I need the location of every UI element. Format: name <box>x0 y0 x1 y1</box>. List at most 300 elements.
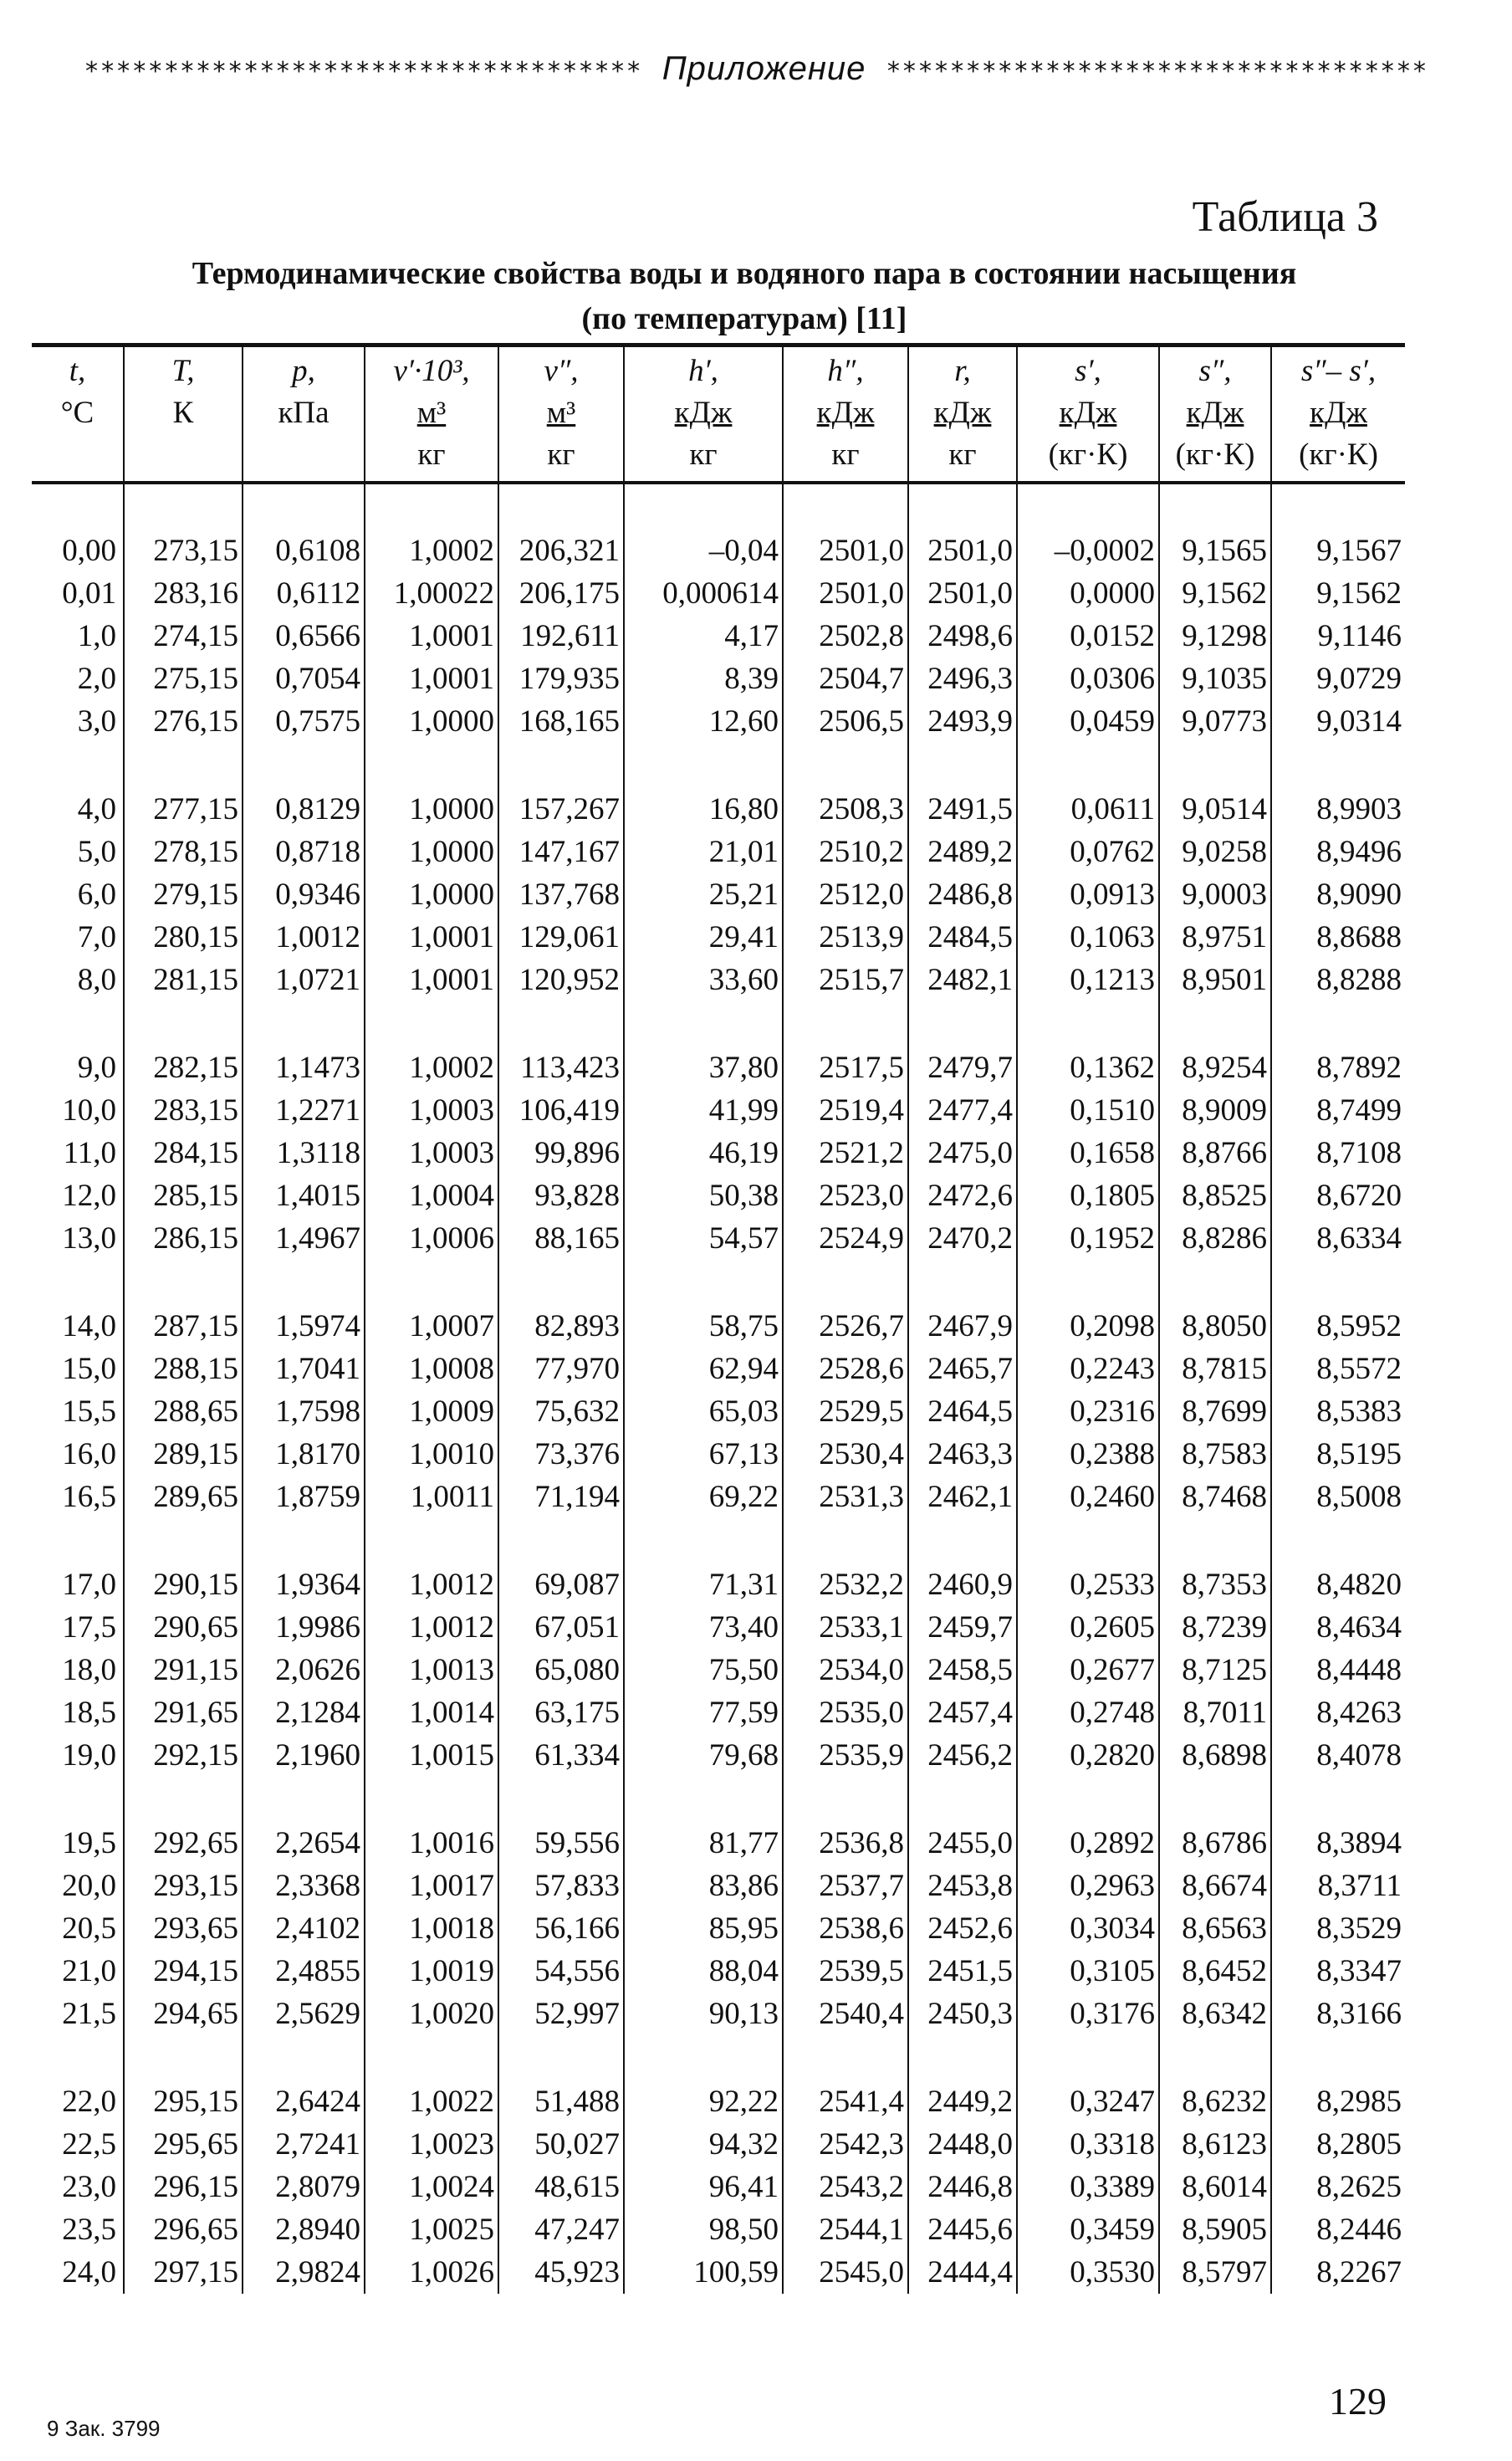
table-cell: 2498,6 <box>908 615 1017 657</box>
table-cell: 0,2388 <box>1017 1433 1159 1476</box>
table-cell: 16,80 <box>624 788 783 831</box>
table-cell: 0,8129 <box>243 788 365 831</box>
table-cell: 0,8718 <box>243 831 365 873</box>
spacer-cell <box>908 1001 1017 1046</box>
table-cell: 2463,3 <box>908 1433 1017 1476</box>
table-row <box>32 1476 1405 1518</box>
spacer-cell <box>243 1260 365 1305</box>
table-cell: 8,2985 <box>1271 2080 1405 2123</box>
spacer-cell <box>243 1001 365 1046</box>
table-cell: 2458,5 <box>908 1649 1017 1691</box>
table-cell: 281,15 <box>124 959 243 1001</box>
table-cell: 22,0 <box>62 2085 116 2119</box>
table-cell: 2477,4 <box>908 1089 1017 1132</box>
table-cell: 1,0001 <box>365 657 498 700</box>
spacer-cell <box>32 1518 124 1563</box>
table-cell: 1,9364 <box>243 1563 365 1606</box>
column-header <box>1271 345 1405 484</box>
table-row <box>32 1691 1405 1734</box>
table-cell: 1,0012 <box>365 1606 498 1649</box>
table-cell: 8,6123 <box>1159 2123 1271 2166</box>
table-cell: 0,2533 <box>1017 1563 1159 1606</box>
table-cell: 280,15 <box>124 916 243 959</box>
table-cell: 276,15 <box>124 700 243 743</box>
table-cell: 273,15 <box>124 530 243 572</box>
spacer-cell <box>498 483 624 530</box>
table-cell: 179,935 <box>498 657 624 700</box>
table-cell: 8,5952 <box>1271 1305 1405 1348</box>
table-cell: 2,2654 <box>243 1822 365 1865</box>
spacer-cell <box>624 2035 783 2080</box>
table-cell: 18,5 <box>62 1696 116 1730</box>
group-spacer-row <box>32 1260 1405 1305</box>
table-cell: 2482,1 <box>908 959 1017 1001</box>
table-cell: 19,0 <box>62 1738 116 1773</box>
table-cell: 13,0 <box>62 1221 116 1256</box>
group-spacer-row <box>32 1001 1405 1046</box>
column-header <box>124 345 243 484</box>
table-cell: 2456,2 <box>908 1734 1017 1777</box>
table-cell: 2465,7 <box>908 1348 1017 1390</box>
table-cell: 8,6674 <box>1159 1865 1271 1907</box>
spacer-cell <box>243 1777 365 1822</box>
spacer-cell <box>32 1777 124 1822</box>
table-cell: 4,0 <box>77 792 116 826</box>
table-cell: 8,4078 <box>1271 1734 1405 1777</box>
table-cell: 19,5 <box>62 1826 116 1860</box>
table-cell: 1,0000 <box>365 831 498 873</box>
table-cell: 292,65 <box>124 1822 243 1865</box>
table-cell: 99,896 <box>498 1132 624 1174</box>
table-cell: 2455,0 <box>908 1822 1017 1865</box>
table-cell: 295,65 <box>124 2123 243 2166</box>
column-header-unit-denominator: кг <box>689 437 718 472</box>
spacer-cell <box>32 1001 124 1046</box>
table-cell: 8,2805 <box>1271 2123 1405 2166</box>
table-cell: 12,60 <box>624 700 783 743</box>
column-header-unit-denominator: кг <box>831 437 860 472</box>
table-cell: 1,0 <box>77 619 116 653</box>
table-cell: 1,8170 <box>243 1433 365 1476</box>
table-cell: 0,2963 <box>1017 1865 1159 1907</box>
table-cell: 157,267 <box>498 788 624 831</box>
table-cell: 2450,3 <box>908 1993 1017 2035</box>
table-cell: 6,0 <box>77 877 116 912</box>
table-cell: 0,2892 <box>1017 1822 1159 1865</box>
table-cell: 2530,4 <box>783 1433 908 1476</box>
table-cell: 1,0007 <box>365 1305 498 1348</box>
table-cell: 0,000614 <box>624 572 783 615</box>
table-cell: 2,1284 <box>243 1691 365 1734</box>
table-cell: 23,5 <box>62 2213 116 2247</box>
table-cell: 2528,6 <box>783 1348 908 1390</box>
table-title-line1: Термодинамические свойства воды и водяного пара в состоянии насыщения <box>192 256 1297 291</box>
table-row <box>32 1606 1405 1649</box>
column-header-symbol: v″, <box>544 354 579 388</box>
table-cell: 1,0004 <box>365 1174 498 1217</box>
table-cell: 81,77 <box>624 1822 783 1865</box>
table-cell: 1,0022 <box>365 2080 498 2123</box>
spacer-cell <box>1159 2035 1271 2080</box>
table-cell: 8,6786 <box>1159 1822 1271 1865</box>
spacer-cell <box>243 1518 365 1563</box>
table-cell: 2523,0 <box>783 1174 908 1217</box>
table-cell: 98,50 <box>624 2208 783 2251</box>
table-cell: 1,0000 <box>365 700 498 743</box>
column-header-unit: кДж <box>816 396 875 430</box>
footer-note: 9 Зак. 3799 <box>47 2416 161 2441</box>
table-cell: 8,8766 <box>1159 1132 1271 1174</box>
spacer-cell <box>908 1518 1017 1563</box>
spacer-cell <box>124 2035 243 2080</box>
table-cell: 65,080 <box>498 1649 624 1691</box>
table-row <box>32 1649 1405 1691</box>
table-cell: 2462,1 <box>908 1476 1017 1518</box>
column-header-unit: кДж <box>1059 396 1117 430</box>
table-cell: 0,3105 <box>1017 1950 1159 1993</box>
table-row <box>32 788 1405 831</box>
table-cell: 0,3459 <box>1017 2208 1159 2251</box>
table-cell: 9,1567 <box>1271 530 1405 572</box>
table-cell: 21,0 <box>62 1954 116 1988</box>
table-cell: –0,04 <box>624 530 783 572</box>
table-cell: 1,4967 <box>243 1217 365 1260</box>
column-header-symbol: t, <box>69 354 86 388</box>
table-cell: 51,488 <box>498 2080 624 2123</box>
table-cell: 2,6424 <box>243 2080 365 2123</box>
spacer-cell <box>32 2035 124 2080</box>
table-cell: 2460,9 <box>908 1563 1017 1606</box>
table-cell: 8,6342 <box>1159 1993 1271 2035</box>
table-cell: 8,9090 <box>1271 873 1405 916</box>
table-cell: 2535,9 <box>783 1734 908 1777</box>
table-cell: 2502,8 <box>783 615 908 657</box>
table-cell: 2,0626 <box>243 1649 365 1691</box>
table-cell: 1,0014 <box>365 1691 498 1734</box>
table-cell: 17,5 <box>62 1610 116 1645</box>
table-cell: 2,8079 <box>243 2166 365 2208</box>
table-cell: 11,0 <box>63 1136 116 1170</box>
table-cell: 2475,0 <box>908 1132 1017 1174</box>
group-spacer-row <box>32 1777 1405 1822</box>
table-row <box>32 1822 1405 1865</box>
column-header-unit: К <box>172 396 194 430</box>
table-row <box>32 2251 1405 2294</box>
table-cell: 1,0012 <box>243 916 365 959</box>
table-cell: 206,321 <box>498 530 624 572</box>
table-row <box>32 657 1405 700</box>
table-cell: 8,4263 <box>1271 1691 1405 1734</box>
table-cell: 8,6232 <box>1159 2080 1271 2123</box>
spacer-cell <box>1017 1260 1159 1305</box>
table-cell: 8,6720 <box>1271 1174 1405 1217</box>
column-header-symbol: s″, <box>1198 354 1232 388</box>
group-spacer-row <box>32 483 1405 530</box>
table-cell: 1,0001 <box>365 916 498 959</box>
table-cell: 9,0258 <box>1159 831 1271 873</box>
table-cell: 2512,0 <box>783 873 908 916</box>
table-cell: 46,19 <box>624 1132 783 1174</box>
table-cell: 2545,0 <box>783 2251 908 2294</box>
table-cell: 2533,1 <box>783 1606 908 1649</box>
table-cell: 56,166 <box>498 1907 624 1950</box>
table-cell: 8,4820 <box>1271 1563 1405 1606</box>
table-cell: 0,2748 <box>1017 1691 1159 1734</box>
table-cell: 8,6898 <box>1159 1734 1271 1777</box>
table-cell: 9,0 <box>77 1051 116 1085</box>
table-cell: 2543,2 <box>783 2166 908 2208</box>
table-cell: 2464,5 <box>908 1390 1017 1433</box>
spacer-cell <box>32 743 124 788</box>
table-cell: 73,40 <box>624 1606 783 1649</box>
table-cell: 8,39 <box>624 657 783 700</box>
table-cell: 285,15 <box>124 1174 243 1217</box>
table-cell: 2513,9 <box>783 916 908 959</box>
table-cell: 8,6334 <box>1271 1217 1405 1260</box>
table-cell: 293,15 <box>124 1865 243 1907</box>
table-cell: 8,9496 <box>1271 831 1405 873</box>
spacer-cell <box>1159 743 1271 788</box>
table-cell: 75,632 <box>498 1390 624 1433</box>
table-cell: 1,0011 <box>365 1476 498 1518</box>
table-cell: 0,01 <box>62 576 116 611</box>
column-header <box>908 345 1017 484</box>
table-cell: 278,15 <box>124 831 243 873</box>
table-cell: 54,556 <box>498 1950 624 1993</box>
table-cell: 0,6112 <box>243 572 365 615</box>
table-cell: 77,970 <box>498 1348 624 1390</box>
table-cell: 9,0514 <box>1159 788 1271 831</box>
table-row <box>32 831 1405 873</box>
table-cell: 5,0 <box>77 835 116 869</box>
table-cell: 2506,5 <box>783 700 908 743</box>
column-header-unit: кДж <box>1186 396 1244 430</box>
table-cell: 1,0010 <box>365 1433 498 1476</box>
column-header-unit: м³ <box>546 396 576 430</box>
table-cell: 0,0459 <box>1017 700 1159 743</box>
table-cell: 2470,2 <box>908 1217 1017 1260</box>
table-cell: 8,9751 <box>1159 916 1271 959</box>
table-row <box>32 1174 1405 1217</box>
spacer-cell <box>1017 483 1159 530</box>
table-cell: 2508,3 <box>783 788 908 831</box>
table-cell: 2448,0 <box>908 2123 1017 2166</box>
table-cell: 8,9903 <box>1271 788 1405 831</box>
column-header <box>1159 345 1271 484</box>
table-cell: 8,2267 <box>1271 2251 1405 2294</box>
table-cell: 8,4448 <box>1271 1649 1405 1691</box>
table-cell: 2,8940 <box>243 2208 365 2251</box>
spacer-cell <box>498 2035 624 2080</box>
spacer-cell <box>498 743 624 788</box>
table-cell: 293,65 <box>124 1907 243 1950</box>
table-cell: 2,3368 <box>243 1865 365 1907</box>
column-header <box>624 345 783 484</box>
table-cell: 8,3894 <box>1271 1822 1405 1865</box>
table-cell: 2486,8 <box>908 873 1017 916</box>
table-cell: 0,0000 <box>1017 572 1159 615</box>
table-cell: 147,167 <box>498 831 624 873</box>
table-row <box>32 700 1405 743</box>
table-row <box>32 1390 1405 1433</box>
table-cell: 1,0000 <box>365 873 498 916</box>
table-cell: 2451,5 <box>908 1950 1017 1993</box>
table-cell: 2,7241 <box>243 2123 365 2166</box>
table-cell: 0,2243 <box>1017 1348 1159 1390</box>
table-cell: 290,15 <box>124 1563 243 1606</box>
table-cell: 8,9254 <box>1159 1046 1271 1089</box>
saturation-properties-table <box>32 343 1405 2294</box>
table-cell: 2501,0 <box>908 530 1017 572</box>
table-cell: 2534,0 <box>783 1649 908 1691</box>
table-cell: 8,7699 <box>1159 1390 1271 1433</box>
table-cell: 67,13 <box>624 1433 783 1476</box>
table-cell: 192,611 <box>498 615 624 657</box>
table-title-line2: (по температурам) [11] <box>581 301 907 336</box>
table-body <box>32 483 1405 2294</box>
table-cell: 9,0729 <box>1271 657 1405 700</box>
column-header <box>498 345 624 484</box>
table-cell: 69,22 <box>624 1476 783 1518</box>
table-cell: 10,0 <box>62 1093 116 1128</box>
table-cell: 0,0152 <box>1017 615 1159 657</box>
table-cell: 1,0001 <box>365 959 498 1001</box>
table-cell: 71,194 <box>498 1476 624 1518</box>
table-cell: 4,17 <box>624 615 783 657</box>
column-header-unit: кПа <box>278 396 329 430</box>
table-cell: 2542,3 <box>783 2123 908 2166</box>
table-cell: 8,7011 <box>1159 1691 1271 1734</box>
table-cell: 288,65 <box>124 1390 243 1433</box>
spacer-cell <box>783 1777 908 1822</box>
column-header <box>1017 345 1159 484</box>
table-cell: 274,15 <box>124 615 243 657</box>
table-cell: 1,0001 <box>365 615 498 657</box>
table-cell: 0,1805 <box>1017 1174 1159 1217</box>
table-cell: 0,3247 <box>1017 2080 1159 2123</box>
table-cell: 0,0306 <box>1017 657 1159 700</box>
table-cell: 8,8286 <box>1159 1217 1271 1260</box>
table-cell: 83,86 <box>624 1865 783 1907</box>
spacer-cell <box>908 2035 1017 2080</box>
table-cell: 2521,2 <box>783 1132 908 1174</box>
spacer-cell <box>1017 1777 1159 1822</box>
table-cell: 0,1213 <box>1017 959 1159 1001</box>
table-cell: 2541,4 <box>783 2080 908 2123</box>
running-head-stars-right: ********************************** <box>886 57 1428 86</box>
spacer-cell <box>498 1518 624 1563</box>
table-cell: 15,5 <box>62 1394 116 1429</box>
spacer-cell <box>624 1777 783 1822</box>
spacer-cell <box>124 483 243 530</box>
table-cell: 289,15 <box>124 1433 243 1476</box>
table-cell: 0,3389 <box>1017 2166 1159 2208</box>
table-cell: 8,3347 <box>1271 1950 1405 1993</box>
table-cell: 21,01 <box>624 831 783 873</box>
table-cell: 71,31 <box>624 1563 783 1606</box>
table-cell: 2453,8 <box>908 1865 1017 1907</box>
group-spacer-row <box>32 2035 1405 2080</box>
spacer-cell <box>243 743 365 788</box>
spacer-cell <box>243 483 365 530</box>
table-cell: 8,7125 <box>1159 1649 1271 1691</box>
table-row <box>32 1563 1405 1606</box>
table-cell: 2519,4 <box>783 1089 908 1132</box>
table-cell: 0,3530 <box>1017 2251 1159 2294</box>
spacer-cell <box>1271 2035 1405 2080</box>
table-number: Таблица 3 <box>1192 193 1378 241</box>
table-cell: 67,051 <box>498 1606 624 1649</box>
table-cell: 8,6014 <box>1159 2166 1271 2208</box>
table-cell: 0,6108 <box>243 530 365 572</box>
table-cell: 292,15 <box>124 1734 243 1777</box>
table-cell: 57,833 <box>498 1865 624 1907</box>
table-cell: 12,0 <box>62 1179 116 1213</box>
table-row <box>32 1433 1405 1476</box>
table-cell: 0,2605 <box>1017 1606 1159 1649</box>
table-cell: 62,94 <box>624 1348 783 1390</box>
spacer-cell <box>365 483 498 530</box>
column-header-symbol: r, <box>954 354 971 388</box>
table-cell: 77,59 <box>624 1691 783 1734</box>
table-row <box>32 1046 1405 1089</box>
table-row <box>32 1217 1405 1260</box>
table-cell: 1,0721 <box>243 959 365 1001</box>
table-cell: 2517,5 <box>783 1046 908 1089</box>
table-cell: 2539,5 <box>783 1950 908 1993</box>
table-cell: 0,9346 <box>243 873 365 916</box>
column-header-symbol: T, <box>171 354 195 388</box>
spacer-cell <box>124 1777 243 1822</box>
spacer-cell <box>908 483 1017 530</box>
table-cell: 2,1960 <box>243 1734 365 1777</box>
table-cell: 8,5572 <box>1271 1348 1405 1390</box>
table-cell: 8,6563 <box>1159 1907 1271 1950</box>
spacer-cell <box>1271 743 1405 788</box>
table-cell: 2536,8 <box>783 1822 908 1865</box>
table-cell: 8,0 <box>77 963 116 997</box>
table-cell: 8,7239 <box>1159 1606 1271 1649</box>
column-header-unit-denominator: кг <box>417 437 446 472</box>
table-cell: 1,3118 <box>243 1132 365 1174</box>
table-row <box>32 959 1405 1001</box>
table-cell: 9,0314 <box>1271 700 1405 743</box>
table-cell: 2,4102 <box>243 1907 365 1950</box>
table-cell: 1,0000 <box>365 788 498 831</box>
table-row <box>32 2208 1405 2251</box>
column-header-symbol: h′, <box>688 354 718 388</box>
table-cell: 2532,2 <box>783 1563 908 1606</box>
table-cell: 8,5905 <box>1159 2208 1271 2251</box>
spacer-cell <box>1017 2035 1159 2080</box>
table-cell: 286,15 <box>124 1217 243 1260</box>
table-cell: 8,3711 <box>1271 1865 1405 1907</box>
table-cell: 1,4015 <box>243 1174 365 1217</box>
table-cell: 22,5 <box>62 2127 116 2162</box>
spacer-cell <box>32 483 124 530</box>
table-row <box>32 2123 1405 2166</box>
spacer-cell <box>243 2035 365 2080</box>
table-cell: 2493,9 <box>908 700 1017 743</box>
table-cell: 17,0 <box>62 1568 116 1602</box>
table-cell: 9,0003 <box>1159 873 1271 916</box>
table-cell: 2510,2 <box>783 831 908 873</box>
spacer-cell <box>1017 1001 1159 1046</box>
table-cell: 9,1565 <box>1159 530 1271 572</box>
table-cell: 2446,8 <box>908 2166 1017 2208</box>
table-cell: 0,00 <box>62 534 116 568</box>
group-spacer-row <box>32 1518 1405 1563</box>
